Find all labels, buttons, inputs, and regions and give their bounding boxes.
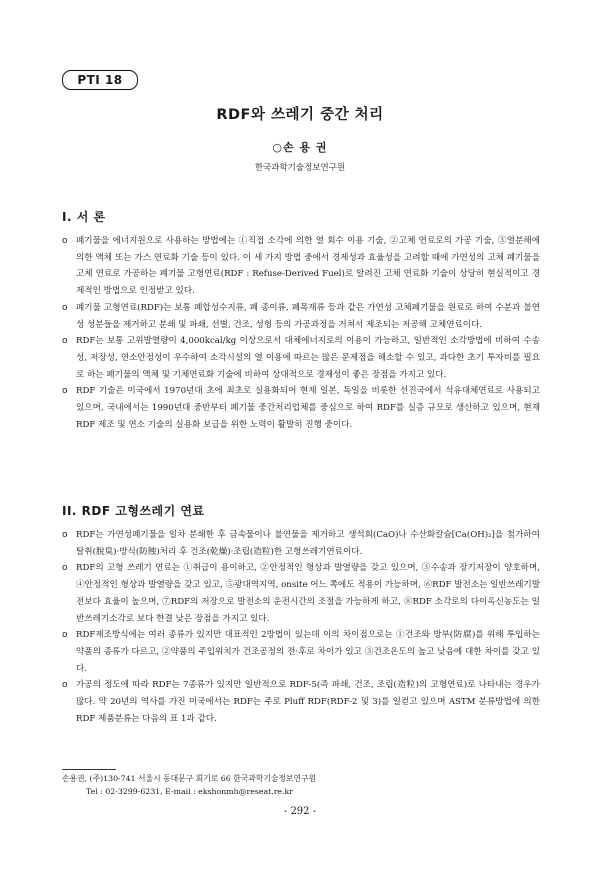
footnote-divider: [62, 769, 116, 770]
bullet-icon: o: [62, 336, 68, 347]
paragraph-text: RDF제조방식에는 여러 종류가 있지만 대표적인 2방법이 있는데 이의 차이점으로는 ①건조와 방부(防腐)를 위해 투입하는 약품의 종류가 다르고, ②약품의 주입위치가 건조공정의 전·후로 차이가 있고 ③건조온도의 높고 낮음에 대한 차이를 갖고 있다.: [76, 630, 540, 674]
bullet-icon: o: [62, 630, 68, 641]
section-body-introduction: [62, 233, 540, 433]
author-name: ○손 용 권: [272, 141, 328, 154]
section-heading-rdf: II. RDF 고형쓰레기 연료: [62, 504, 205, 518]
bullet-icon: o: [62, 302, 68, 313]
author-affiliation: 한국과학기술정보연구원: [254, 163, 346, 173]
section-heading-introduction: I. 서 론: [62, 210, 106, 224]
paragraph: [62, 627, 540, 677]
bullet-icon: o: [62, 680, 68, 691]
paragraph: [62, 560, 540, 627]
paragraph: [62, 383, 540, 433]
paragraph-text: 가공의 정도에 따라 RDF는 7종류가 있지만 일반적으로 RDF-5(즉 파쇄, 건조, 조립(造粒)의 고형연료)로 나타내는 경우가 많다. 약 20년의 역사를 가진 미국에서는 RDF는 주로 Pluff RDF(RDF-2 및 3)를 일컫고 있으며 ASTM 분류방법에 의한 RDF 제품분류는 다음의 표 1과 같다.: [76, 680, 540, 724]
session-badge: PTI 18: [62, 70, 138, 90]
paragraph: [62, 300, 540, 333]
paragraph-text: 폐기물을 에너지원으로 사용하는 방법에는 ①직접 소각에 의한 열 회수 이용 기술, ②고체 연료로의 가공 기술, ③열분해에 의한 액체 또는 가스 연료화 기술 등이 있다. 이 세 가지 방법 중에서 경제성과 효율성을 고려할 때에 가연성의 고체 폐기물을 고체 연료로 가공하는 폐기물 고형연료(RDF : Refuse-Derived Fuel)로 알려진 고체 연료화 기술이 상당히 현실적이고 경제적인 방법으로 인정받고 있다.: [76, 236, 540, 297]
page-number: - 292 -: [283, 806, 317, 817]
bullet-icon: o: [62, 386, 68, 397]
paragraph: [62, 333, 540, 383]
bullet-icon: o: [62, 563, 68, 574]
paragraph: [62, 527, 540, 560]
paper-title: RDF와 쓰레기 중간 처리: [216, 107, 384, 123]
paragraph-text: RDF는 가연성폐기물을 일차 분쇄한 후 금속물이나 불연물을 제거하고 생석회(CaO)나 수산화칼슘[Ca(OH)₂]을 첨가하여 탈취(脫臭)·방식(防蝕)처리 후 건조(乾燥)·조립(造粒)한 고형쓰레기연료이다.: [76, 530, 540, 557]
paragraph-text: RDF 기술은 미국에서 1970년대 초에 최초로 실용화되어 현재 일본, 독일을 비롯한 선진국에서 석유대체연료로 사용되고 있으며, 국내에서는 1990년대 중반부터 폐기물 중간처리업체를 중심으로 하여 RDF를 실증 규모로 생산하고 있으며, 현재 RDF 제조 및 연소 기술의 실용화 보급을 위한 노력이 활발히 진행 중이다.: [76, 386, 540, 430]
bullet-icon: o: [62, 530, 68, 540]
bullet-icon: o: [62, 236, 68, 246]
paragraph-text: 폐기물 고형연료(RDF)는 보통 폐합성수지류, 폐 종이류, 폐목재류 등과 같은 가연성 고체폐기물을 원료로 하여 수분과 불연성 성분들을 제거하고 분쇄 및 파쇄, 선별, 건조, 성형 등의 가공과정을 거쳐서 제조되는 저공해 고체연료이다.: [76, 302, 540, 330]
section-body-rdf: [62, 527, 540, 727]
paragraph-text: RDF의 고형 쓰레기 연료는 ①취급이 용이하고, ②안정적인 형상과 발열량을 갖고 있으며, ③수송과 장기저장이 양호하며, ④안정적인 형상과 발열량을 갖고 있고, ⑤광대역지역, onsite 어느 쪽에도 적용이 가능하며, ⑥RDF 발전소는 일반쓰레기발전보다 효율이 높으며, ⑦RDF의 저장으로 발전소의 운전시간의 조절을 가능하게 하고, ⑧RDF 소각로의 다이옥신농도는 일반쓰레기소각로 보다 한결 낮은 장점을 가지고 있다.: [76, 563, 540, 624]
paragraph-text: RDF는 보통 고위발열량이 4,000kcal/kg 이상으로서 대체에너지로의 이용이 가능하고, 일반적인 소각방법에 비하여 수송성, 저장성, 연소안정성이 우수하여 소각시설의 열 이용에 따르는 많은 문제점을 해소할 수 있고, 과다한 초기 투자비를 필요로 하는 폐기물의 액체 및 기체연료화 기술에 비하여 상대적으로 경제성이 좋은 장점을 가지고 있다.: [76, 336, 540, 380]
paragraph: [62, 677, 540, 727]
footnote-address: 손용권, (주)130-741 서울시 동대문구 회기로 66 한국과학기술정보연구원: [62, 774, 317, 783]
paragraph: [62, 233, 540, 300]
footnote-contact: Tel : 02-3299-6231, E-mail : ekshonmh@reseat.re.kr: [86, 787, 293, 796]
